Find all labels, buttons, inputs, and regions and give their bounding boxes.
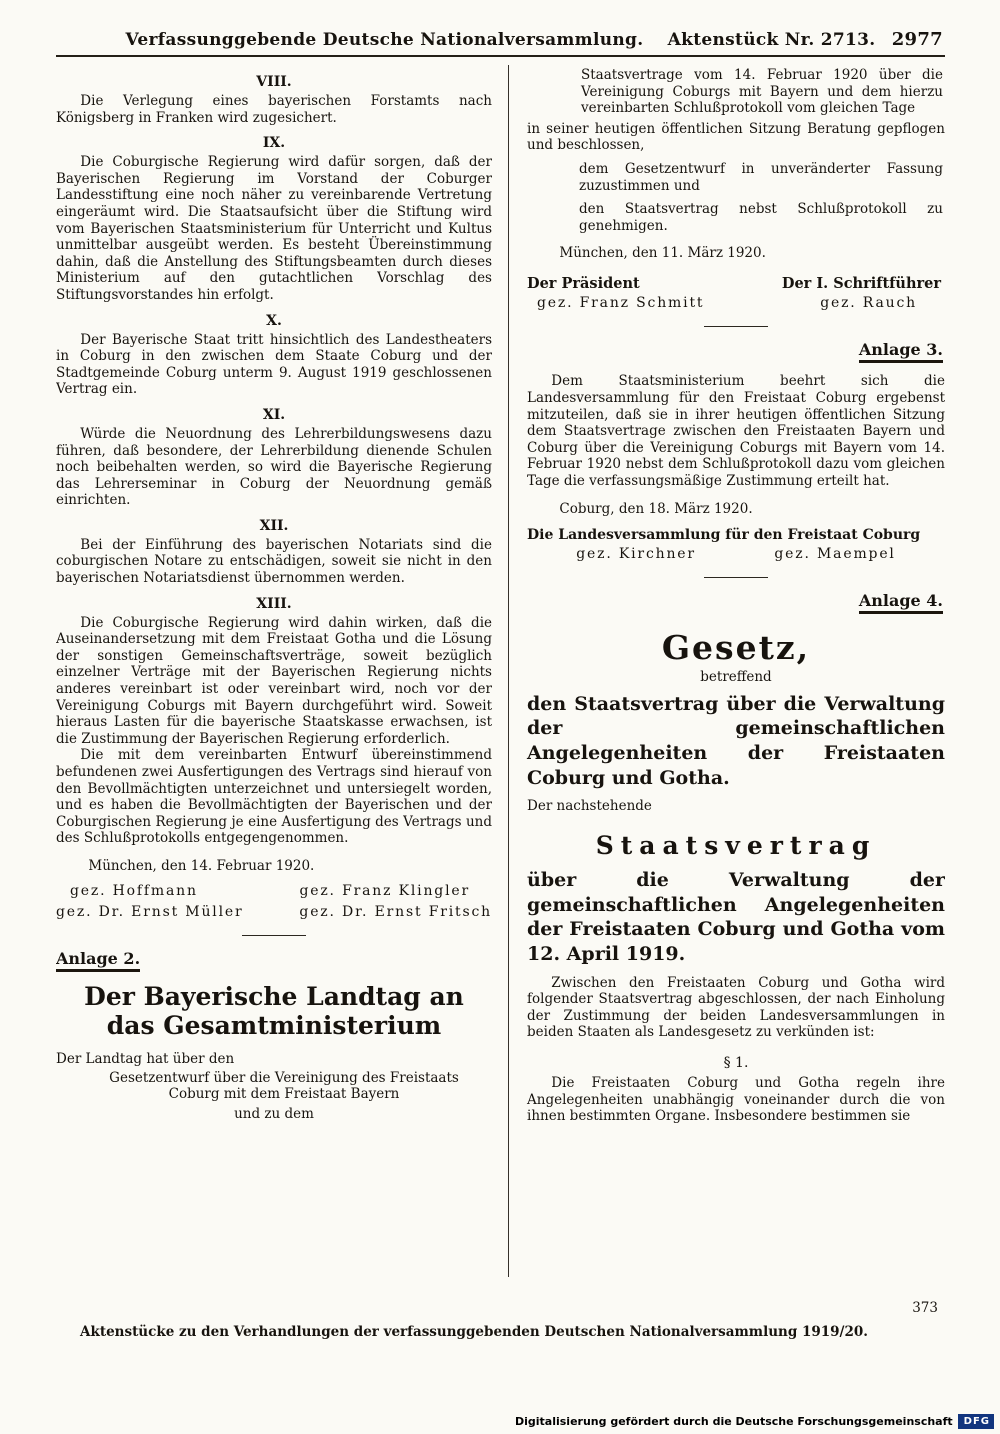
landesversammlung-label: Die Landesversammlung für den Freistaat Coburg [527,526,921,543]
anlage-4-label: Anlage 4. [859,591,943,614]
anlage-3-label: Anlage 3. [859,340,943,363]
gesetz-title: Gesetz, [661,627,811,667]
section-heading-xiii: XIII. [256,595,292,612]
secretary-label: Der I. Schriftführer [781,275,941,293]
section-heading-x: X. [266,312,282,329]
dateline-muenchen-maerz: München, den 11. März 1920. [559,245,766,262]
betreffend-line: betreffend [700,668,772,685]
section-divider [242,935,306,936]
resolution-item-2: den Staatsvertrag nebst Schlußprotokoll zu genehmigen. [579,201,943,234]
paragraph-viii: Die Verlegung eines bayerischen Forstamts nach Königsberg in Franken wird zugesichert. [56,93,492,126]
sheet-number: 373 [912,1300,938,1316]
page-footer: Aktenstücke zu den Verhandlungen der verfassunggebenden Deutschen Nationalversammlung 1919/20. [80,1324,868,1340]
paragraph-sitzung: in seiner heutigen öffentlichen Sitzung Beratung gepflogen und beschlossen, [527,120,945,154]
anlage-2-heading: Der Bayerische Landtag an das Gesamtministerium [84,981,464,1041]
section-heading-xii: XII. [259,517,289,534]
signature-maempel: gez. Maempel [774,545,896,562]
page-number: 2977 [891,29,943,50]
dateline-coburg: Coburg, den 18. März 1920. [559,500,753,517]
paragraph-1-text: Die Freistaaten Coburg und Gotha regeln ihre Angelegenheiten unabhängig voneinander durch die von ihnen bestimmten Organe. Insbesondere bestimmen sie [527,1074,945,1125]
signature-kirchner: gez. Kirchner [576,545,696,562]
section-heading-viii: VIII. [256,74,292,90]
header-title: Verfassunggebende Deutsche Nationalversammlung. [125,30,644,50]
scan-credit-text: Digitalisierung gefördert durch die Deutsche Forschungsgemeinschaft [514,1415,953,1428]
header-docnum: Aktenstück Nr. 2713. [667,30,876,50]
line-und-zu-dem: und zu dem [234,1105,314,1122]
scan-credit [515,1414,994,1429]
block-staatsvertrage: Staatsvertrage vom 14. Februar 1920 über die Vereinigung Coburgs mit Bayern und dem hierzu vereinbarten Schlußprotokoll vom gleichen Tage [581,67,943,117]
staatsvertrag-title: Staatsvertrag [595,830,877,860]
signature-titles-row [527,275,945,292]
signature-hoffmann: gez. Hoffmann [70,882,198,899]
two-column-layout [56,65,945,1277]
signature-row-1 [56,883,492,899]
paragraph-xiii-a: Die Coburgische Regierung wird dahin wirken, daß die Auseinandersetzung mit dem Freistaat Gotha und die Lösung der sonstigen Gemeinschaftsverträge, soweit bezüglich einzelner Verträge mit der Bayerischen Regierung nichts anderes vereinbart ist oder vereinbart wird, noch vor der Vereinigung Coburgs mit Bayern durchgeführt wird. Soweit hieraus Lasten für die bayerische Staatskasse erwachsen, ist die Zustimmung der Bayerischen Regierung erforderlich. [56,614,492,747]
section-divider [704,577,768,578]
section-divider [704,326,768,327]
header-title-group [125,30,875,50]
president-label: Der Präsident [527,275,640,293]
signature-mueller: gez. Dr. Ernst Müller [56,903,244,920]
dfg-logo: DFG [958,1414,994,1429]
paragraph-ix: Die Coburgische Regierung wird dafür sorgen, daß der Bayerischen Regierung im Vorstand der Coburger Landesstiftung eine noch näher zu vereinbarende Vertretung eingeräumt wird. Die Staatsaufsicht über die Stiftung wird vom Bayerischen Staatsministerium für Unterricht und Kultus unmittelbar ausgeübt werden. Es besteht Übereinstimmung dahin, daß die Anstellung des Stiftungsbeamten durch dieses Ministerium auf den gutachtlichen Vorschlag des Stiftungsvorstandes hin erfolgt. [56,154,492,303]
block-gesetzentwurf: Gesetzentwurf über die Vereinigung des Freistaats Coburg mit dem Freistaat Bayern [109,1069,459,1103]
section-heading-ix: IX. [262,135,286,152]
signature-klingler: gez. Franz Klingler [299,882,470,899]
page-header [56,30,945,57]
right-column [508,65,945,1277]
nachstehende-line: Der nachstehende [527,798,652,815]
paragraph-landtag-intro: Der Landtag hat über den [56,1050,235,1067]
paragraph-x: Der Bayerische Staat tritt hinsichtlich des Landestheaters in Coburg in den zwischen dem Staate Coburg und der Stadtgemeinde Coburg unterm 9. August 1919 geschlossenen Vertrag ein. [56,331,492,398]
anlage-3-paragraph: Dem Staatsministerium beehrt sich die Landesversammlung für den Freistaat Coburg ergebenst mitzuteilen, daß sie in ihrer heutigen öffentlichen Sitzung dem Staatsvertrage zwischen den Freistaaten Bayern und Coburg über die Vereinigung Coburgs mit Bayern vom 14. Februar 1920 nebst dem Schlußprotokoll dazu vom gleichen Tage die verfassungsmäßige Zustimmung erteilt hat. [527,373,945,489]
signature-schmitt: gez. Franz Schmitt [537,295,705,312]
paragraph-1-mark: § 1. [723,1054,749,1071]
paragraph-xi: Würde die Neuordnung des Lehrerbildungswesens dazu führen, daß besondere, der Lehrerbildung dienende Schulen noch beibehalten werden, so wird die Bayerische Regierung das Lehrerseminar in Coburg der Neuordnung gemäß einrichten. [56,425,492,509]
signature-names-row [527,292,945,311]
paragraph-xiii-b: Die mit dem vereinbarten Entwurf übereinstimmend befundenen zwei Ausfertigungen des Vertrags sind hierauf von den Bevollmächtigten unterzeichnet und untersiegelt worden, und es haben die Bevollmächtigten der Bayerischen und der Coburgischen Regierung je eine Ausfertigung des Vertrags und des Schlußprotokolls entgegengenommen. [56,747,492,847]
signature-fritsch: gez. Dr. Ernst Fritsch [299,903,492,920]
staatsvertrag-subject: über die Verwaltung der gemeinschaftlichen Angelegenheiten der Freistaaten Coburg und Gotha vom 12. April 1919. [527,868,945,965]
resolution-item-1: dem Gesetzentwurf in unveränderter Fassung zuzustimmen und [579,160,943,194]
anlage-2-label: Anlage 2. [56,949,140,972]
signature-row-2 [56,904,492,920]
gesetz-subject: den Staatsvertrag über die Verwaltung der gemeinschaftlichen Angelegenheiten der Freistaaten Coburg und Gotha. [527,692,945,789]
signature-rauch: gez. Rauch [820,295,917,312]
section-heading-xi: XI. [262,406,286,423]
anlage-3-signatures [527,543,945,562]
dateline-muenchen-feb: München, den 14. Februar 1920. [88,857,315,874]
left-column [56,65,508,1277]
paragraph-zwischen: Zwischen den Freistaaten Coburg und Gotha wird folgender Staatsvertrag abgeschlossen, der nach Einholung der Zustimmung der beiden Landesversammlungen in beiden Staaten als Landesgesetz zu verkünden ist: [527,974,945,1041]
paragraph-xii: Bei der Einführung des bayerischen Notariats sind die coburgischen Notare zu entschädigen, soweit sie nicht in den bayerischen Notariatsdienst übernommen werden. [56,536,492,587]
